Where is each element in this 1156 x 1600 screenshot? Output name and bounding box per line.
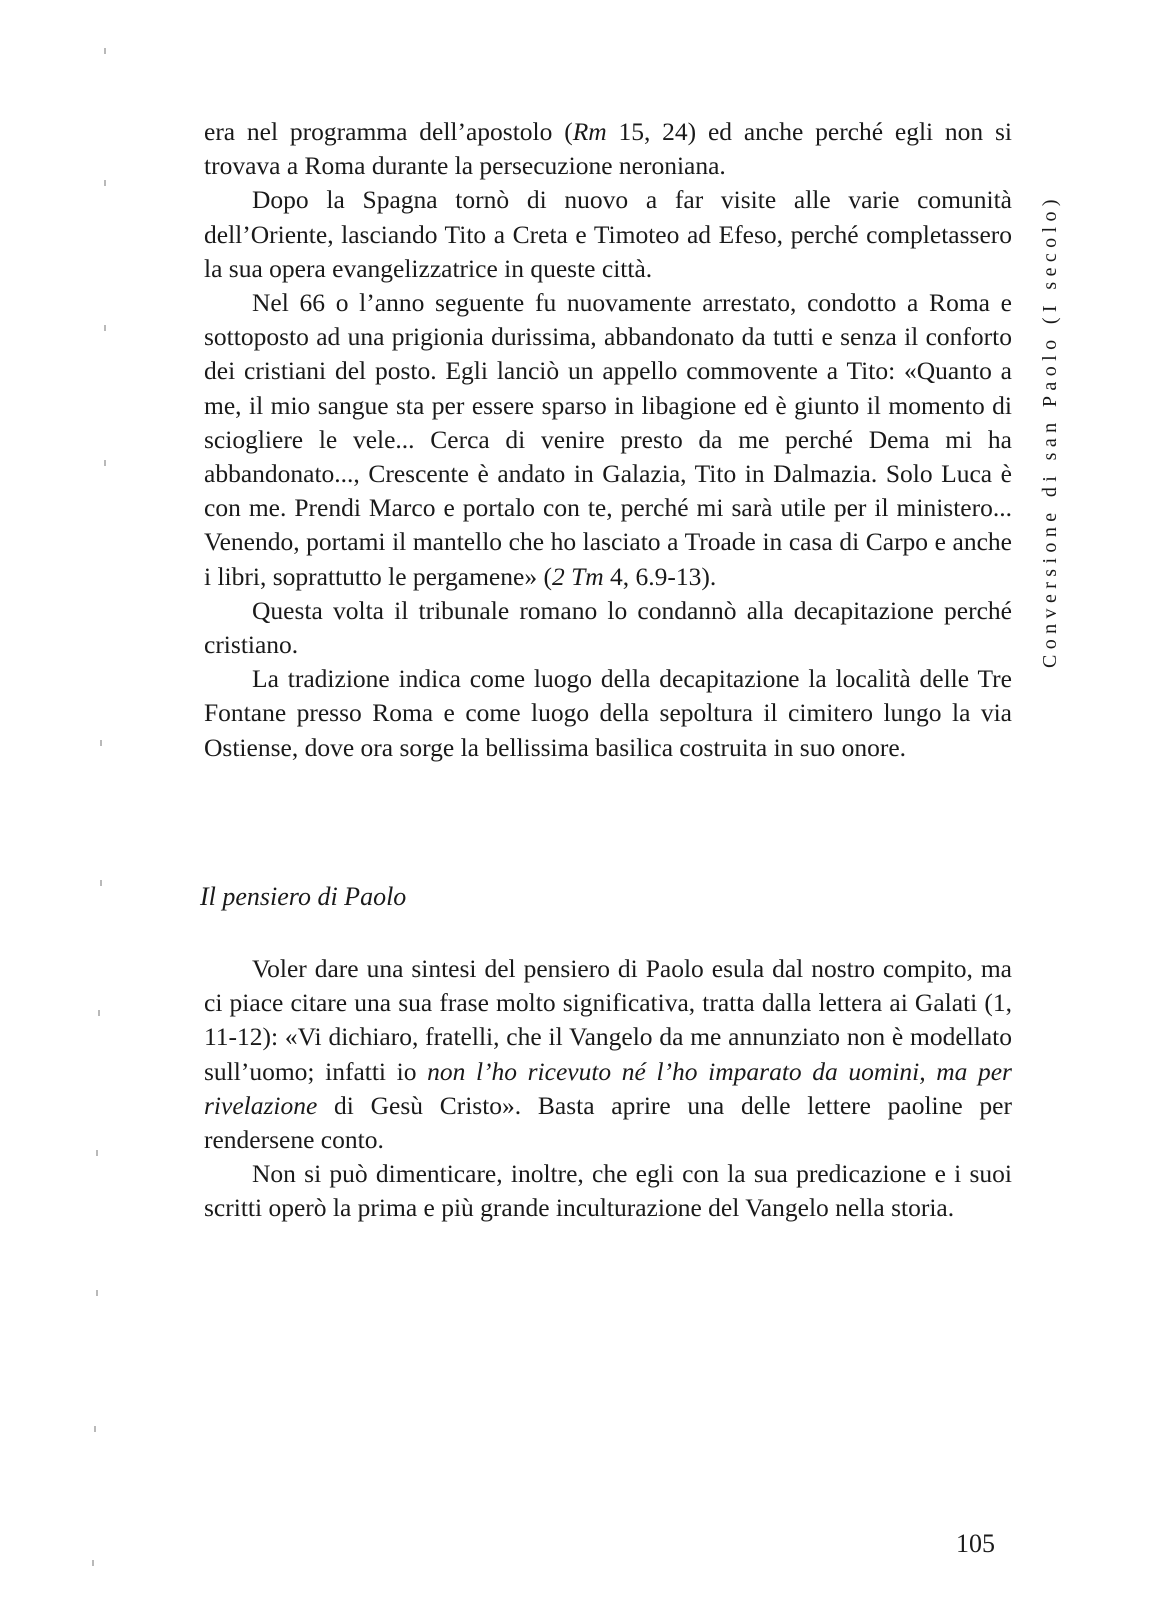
text-run: Dopo la Spagna tornò di nuovo a far visite alle varie comunità dell’Oriente, lasciando Tito a Creta e Timoteo ad Efeso, perché completassero la sua opera evangelizzatrice in queste città.: [204, 185, 1012, 283]
text-run: di Gesù Cristo». Basta aprire una delle lettere paoline per rendersene conto.: [204, 1090, 1012, 1155]
paragraph-inculturation: [204, 1157, 1012, 1225]
text-run: Nel 66 o l’anno seguente fu nuovamente arrestato, condotto a Roma e sottoposto ad una prigionia durissima, abbandonato da tutti e senza il conforto dei cristiani del posto. Egli lanciò un appello commovente a Tito: «Quanto a me, il mio sangue sta per essere sparso in libagione ed è giunto il momento di sciogliere le vele... Cerca di venire presto da me perché Dema mi ha abbandonato..., Crescente è andato in Galazia, Tito in Dalmazia. Solo Luca è con me. Prendi Marco e portalo con te, perché mi sarà utile per il ministero... Venendo, portami il mantello che ho lasciato a Troade in casa di Carpo e anche i libri, soprattutto le pergamene» (: [204, 288, 1012, 591]
paragraph-tradition: [204, 662, 1012, 765]
margin-speck: [98, 1010, 100, 1016]
text-run: La tradizione indica come luogo della decapitazione la località delle Tre Fontane presso Roma e come luogo della sepoltura il cimitero lungo la via Ostiense, dove ora sorge la bellissima basilica costruita in suo onore.: [204, 664, 1012, 762]
paragraph-arrest: [204, 286, 1012, 594]
body-text-bottom: [204, 952, 1012, 1226]
margin-speck: [96, 1290, 98, 1296]
text-run: Voler dare una sintesi del pensiero di Paolo esula dal nostro compito, ma ci piace citare una sua frase molto significativa, tratta dalla lettera ai Galati (1, 11-12): «Vi dichiaro, fratelli, che il Vangelo da me annunziato non è modellato sull’uomo; infatti io: [204, 954, 1012, 1086]
margin-speck: [100, 880, 102, 886]
text-run: 4, 6.9-13).: [603, 561, 717, 591]
margin-speck: [104, 325, 106, 331]
page-number: 105: [956, 1529, 995, 1558]
margin-speck: [96, 1150, 98, 1156]
running-head: Conversione di san Paolo (I secolo): [1039, 194, 1061, 668]
text-run: era nel programma dell’apostolo (: [204, 117, 573, 146]
citation-abbrev: 2 Tm: [551, 561, 604, 591]
paragraph-synthesis: [204, 952, 1012, 1157]
text-run: Non si può dimenticare, inoltre, che egli con la sua predicazione e i suoi scritti operò la prima e più grande inculturazione del Vangelo nella storia.: [204, 1159, 1012, 1223]
section-heading: Il pensiero di Paolo: [200, 882, 407, 911]
margin-speck: [92, 1560, 94, 1566]
margin-speck: [94, 1426, 96, 1432]
text-run: 15, 24) ed anche perché egli non si trovava a Roma durante la persecuzione neroniana.: [204, 117, 1012, 181]
emphasis-quote: non l’ho ricevuto né l’ho imparato da uomini, ma per rivelazione: [204, 1056, 1012, 1120]
text-run: Questa volta il tribunale romano lo condannò alla decapitazione perché cristiano.: [204, 595, 1012, 660]
paragraph-continuation: [204, 115, 1012, 183]
margin-speck: [104, 48, 106, 54]
paragraph-spain: [204, 183, 1012, 286]
margin-speck: [100, 740, 102, 746]
paragraph-condemnation: [204, 594, 1012, 662]
body-text-top: [204, 115, 1012, 765]
citation-abbrev: Rm: [572, 117, 607, 146]
margin-speck: [104, 460, 106, 466]
margin-speck: [104, 180, 106, 186]
